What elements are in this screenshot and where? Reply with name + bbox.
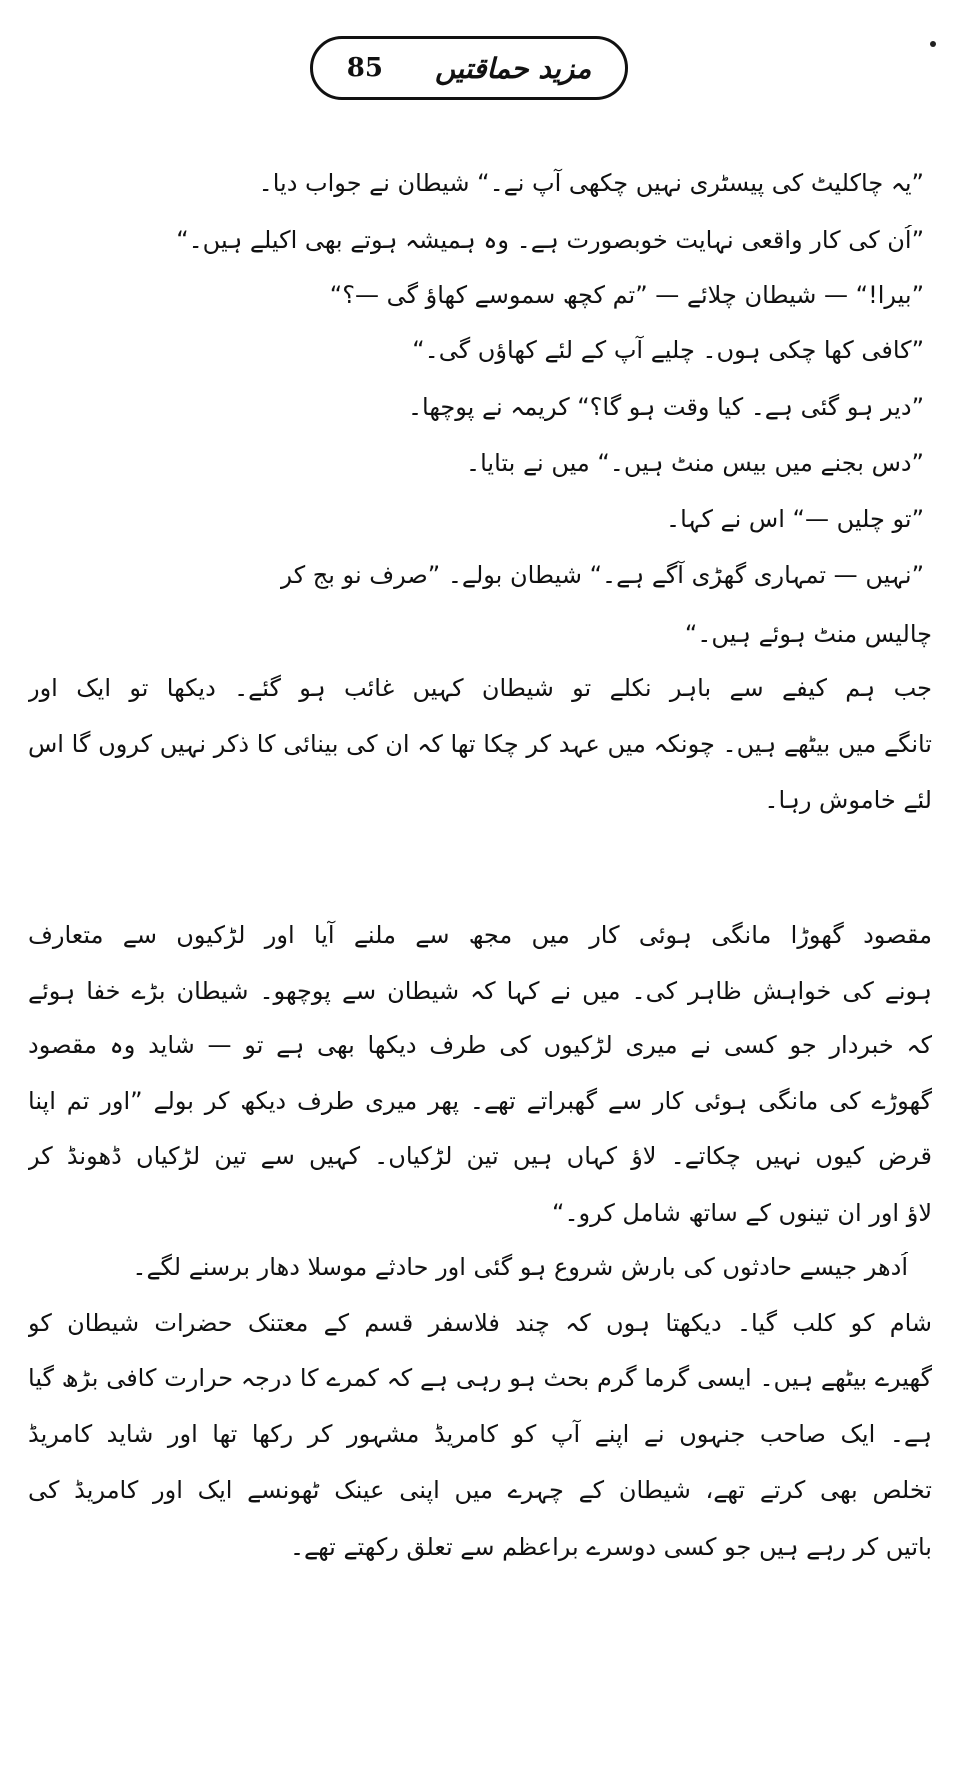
text-line: اُدھر جیسے حادثوں کی بارش شروع ہو گئی اور حادثے موسلا دھار برسنے لگے۔	[132, 1253, 908, 1281]
text-line: شام کو کلب گیا۔ دیکھتا ہوں کہ چند فلاسفر قسم کے معتنک حضرات شیطان کو	[28, 1309, 932, 1337]
running-header	[310, 36, 628, 100]
text-line: گھیرے بیٹھے ہیں۔ ایسی گرما گرم بحث ہو رہی ہے کہ کمرے کا درجہ حرارت کافی بڑھ گیا	[28, 1364, 932, 1392]
text-line: باتیں کر رہے ہیں جو کسی دوسرے براعظم سے تعلق رکھتے تھے۔	[289, 1533, 932, 1561]
text-line: چالیس منٹ ہوئے ہیں۔“	[684, 620, 932, 648]
text-line: ہے۔ ایک صاحب جنہوں نے اپنے آپ کو کامریڈ مشہور کر رکھا تھا اور شاید کامریڈ	[28, 1420, 932, 1448]
book-title: مزید حماقتیں	[434, 51, 592, 85]
text-line: لاؤ اور ان تینوں کے ساتھ شامل کرو۔“	[552, 1199, 932, 1227]
page-body	[28, 168, 932, 1748]
text-line: ”یہ چاکلیٹ کی پیسٹری نہیں چکھی آپ نے۔“ شیطان نے جواب دیا۔	[258, 169, 924, 197]
text-line: ”تو چلیں —“ اس نے کہا۔	[666, 505, 924, 533]
page-dot-mark	[930, 41, 936, 47]
text-line: تانگے میں بیٹھے ہیں۔ چونکہ میں عہد کر چکا تھا کہ ان کی بینائی کا ذکر نہیں کروں گا اس	[28, 730, 932, 758]
text-line: ”نہیں — تمہاری گھڑی آگے ہے۔“ شیطان بولے۔ ”صرف نو بج کر	[280, 561, 924, 589]
text-line: ہونے کی خواہش ظاہر کی۔ میں نے کہا کہ شیطان سے پوچھو۔ شیطان بڑے خفا ہوئے	[28, 977, 932, 1005]
text-line: ”دیر ہو گئی ہے۔ کیا وقت ہو گا؟“ کریمہ نے پوچھا۔	[407, 393, 924, 421]
text-line: جب ہم کیفے سے باہر نکلے تو شیطان کہیں غائب ہو گئے۔ دیکھا تو ایک اور	[28, 674, 932, 702]
text-line: ”کافی کھا چکی ہوں۔ چلیے آپ کے لئے کھاؤں گی۔“	[412, 336, 924, 364]
text-line: گھوڑے کی مانگی ہوئی کار سے گھبراتے تھے۔ پھر میری طرف دیکھ کر بولے ”اور تم اپنا	[28, 1087, 932, 1115]
text-line: کہ خبردار جو کسی نے میری لڑکیوں کی طرف دیکھا بھی ہے تو — شاید وہ مقصود	[28, 1031, 932, 1059]
text-line: ”بیرا!“ — شیطان چلائے — ”تم کچھ سموسے کھاؤ گی —؟“	[329, 281, 924, 309]
text-line: لئے خاموش رہا۔	[764, 786, 932, 814]
page-number: 85	[346, 53, 383, 83]
text-line: ”اُن کی کار واقعی نہایت خوبصورت ہے۔ وہ ہمیشہ ہوتے بھی اکیلے ہیں۔“	[176, 226, 924, 254]
text-line: قرض کیوں نہیں چکاتے۔ لاؤ کہاں ہیں تین لڑکیاں۔ کہیں سے تین لڑکیاں ڈھونڈ کر	[28, 1142, 932, 1170]
text-line: تخلص بھی کرتے تھے، شیطان کے چہرے میں اپنی عینک ٹھونسے ایک اور کامریڈ کی	[28, 1476, 932, 1504]
text-line: مقصود گھوڑا مانگی ہوئی کار میں مجھ سے ملنے آیا اور لڑکیوں سے متعارف	[28, 921, 932, 949]
text-line: ”دس بجنے میں بیس منٹ ہیں۔“ میں نے بتایا۔	[466, 449, 924, 477]
